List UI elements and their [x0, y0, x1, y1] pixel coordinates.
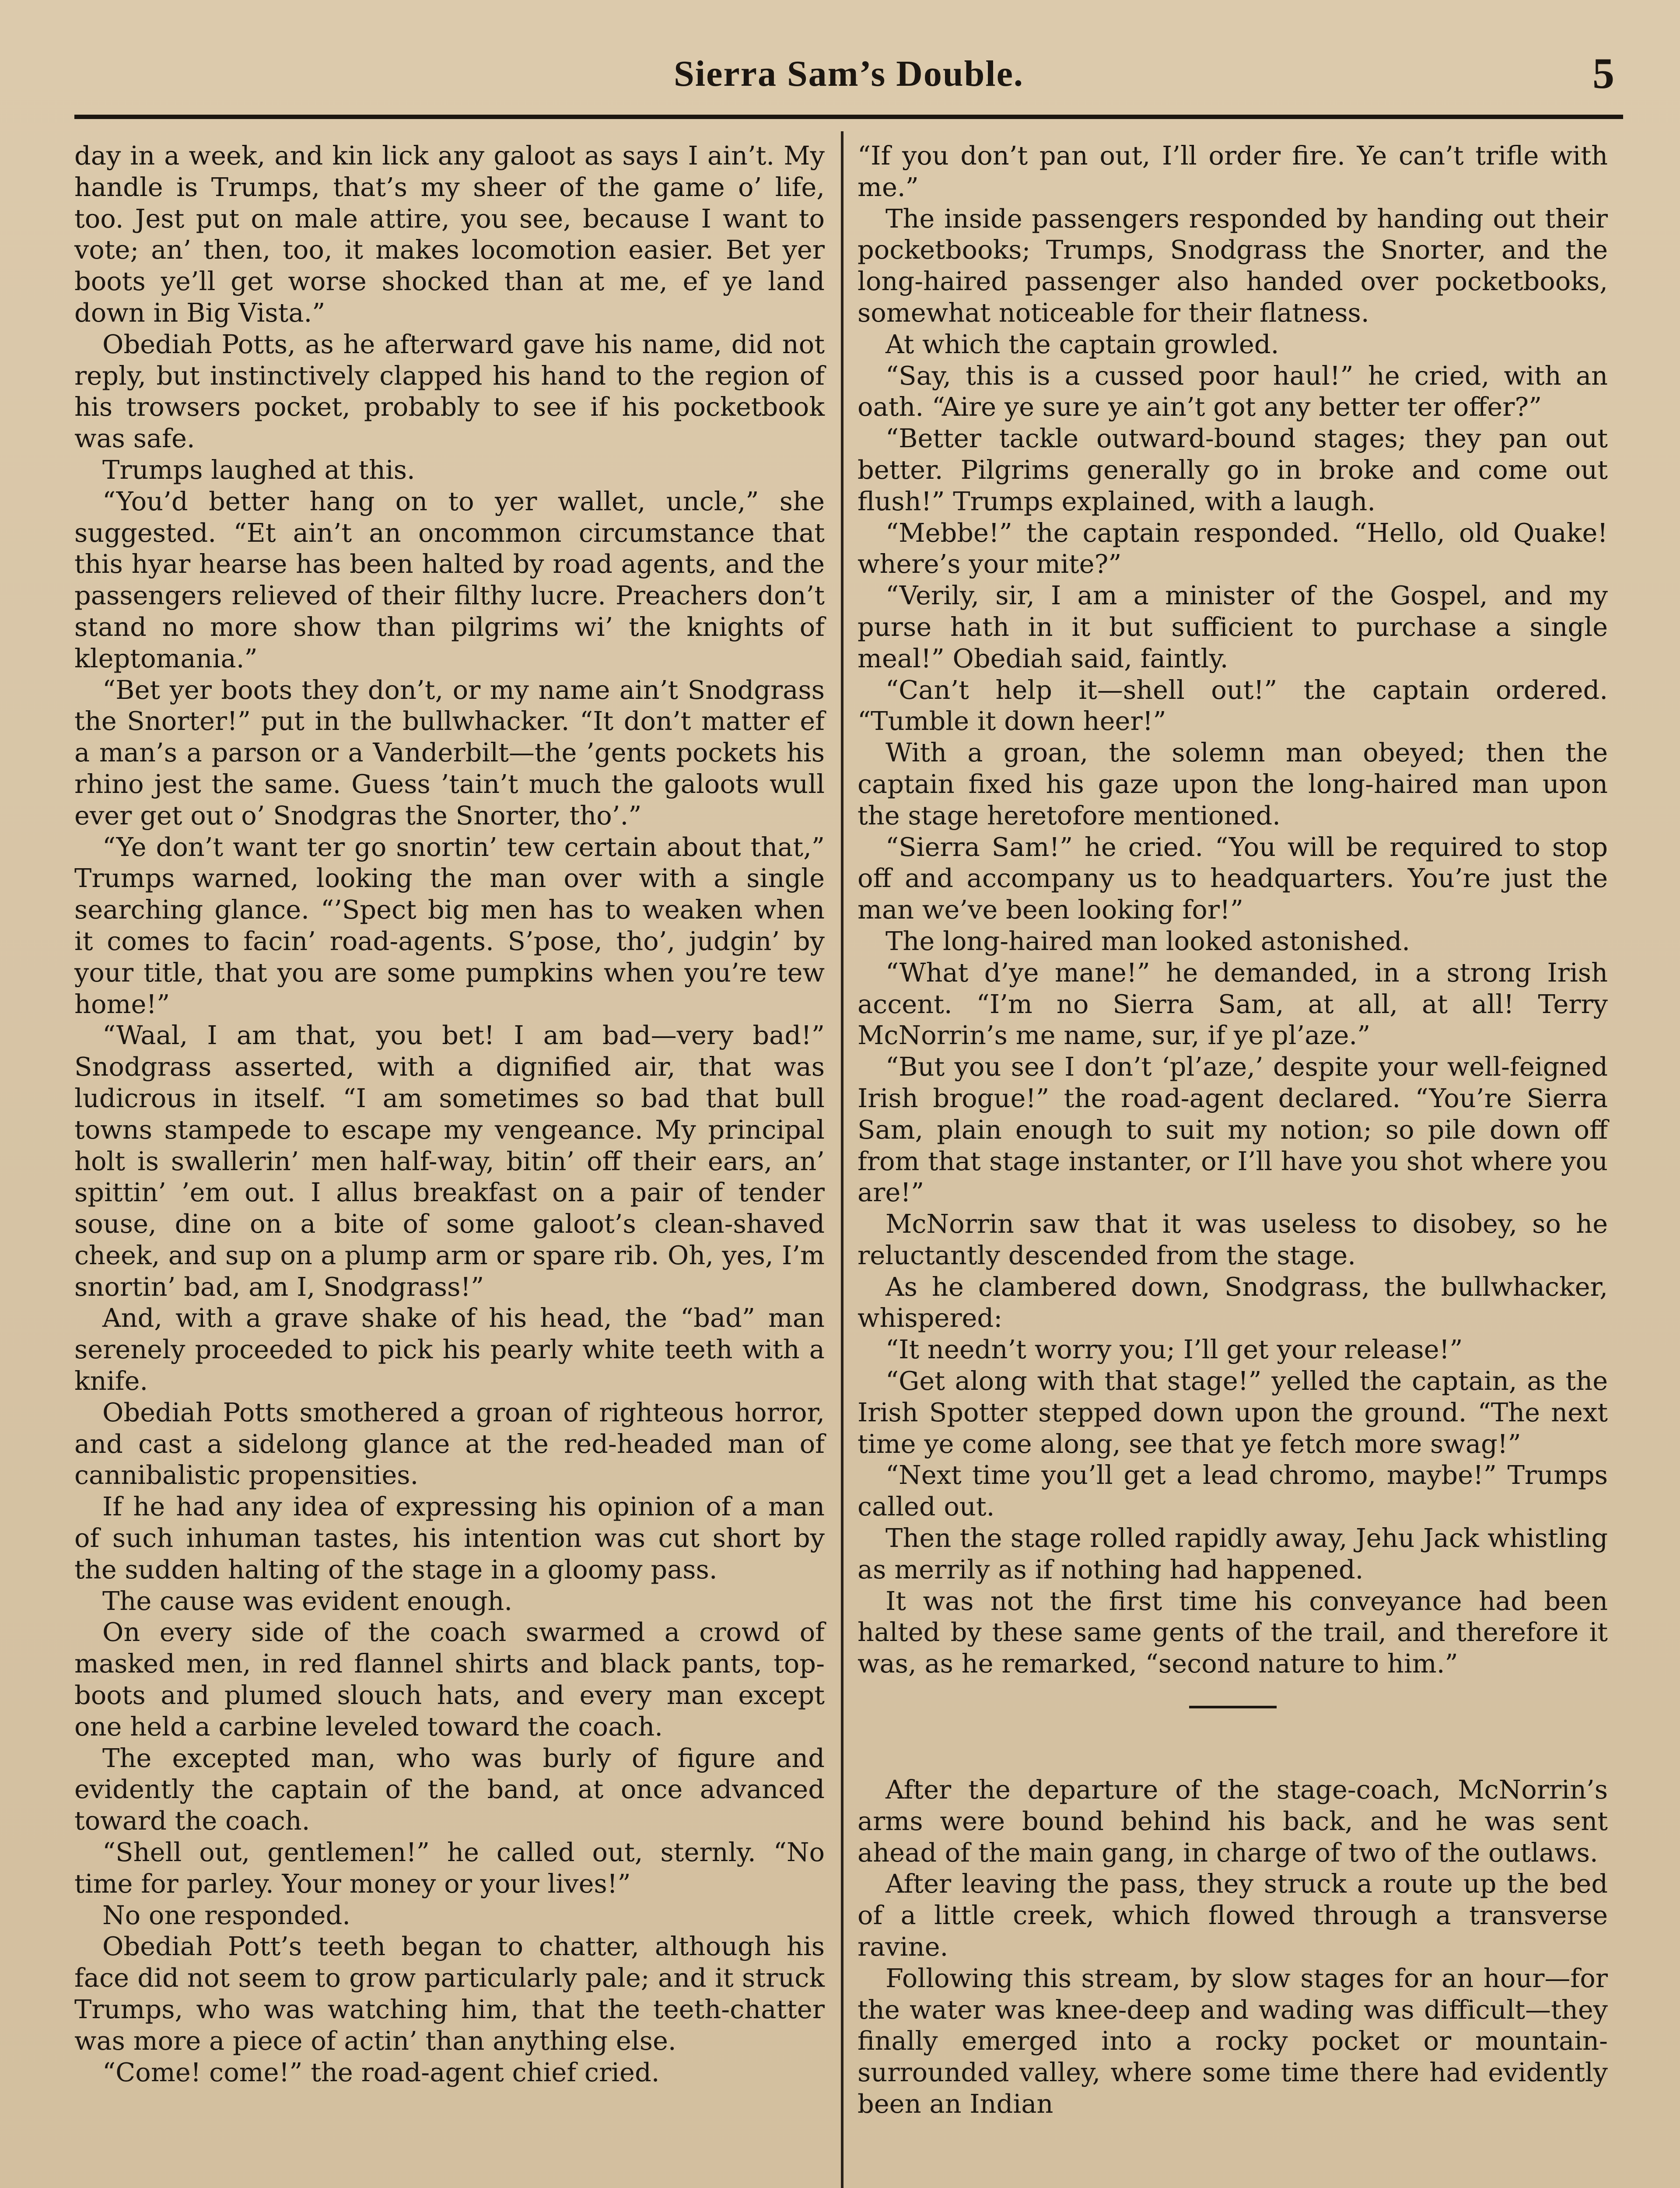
paragraph: No one responded. [102, 1900, 350, 1930]
paragraph: Obediah Pott’s teeth began to chatter, although his face did not seem to grow particularly pale; and it struck Trumps, who was watching him, that the teeth-chatter was more a piece of actin’ than anything else. [74, 1931, 825, 2056]
paragraph: After leaving the pass, they struck a route up the bed of a little creek, which flowed through a transverse ravine. [858, 1869, 1608, 1962]
header-rule [74, 115, 1623, 119]
paragraph: “Say, this is a cussed poor haul!” he cried, with an oath. “Aire ye sure ye ain’t got any better ter offer?” [858, 360, 1608, 422]
paragraph: Trumps laughed at this. [102, 454, 415, 485]
paragraph: As he clambered down, Snodgrass, the bullwhacker, whispered: [858, 1271, 1608, 1333]
paragraph: McNorrin saw that it was useless to disobey, so he reluctantly descended from the stage. [858, 1209, 1608, 1270]
paragraph: day in a week, and kin lick any galoot as says I ain’t. My handle is Trumps, that’s my sheer of the game o’ life, too. Jest put on male attire, you see, because I want to vote; an’ then, too, it makes locomotion easier. Bet yer boots ye’ll get worse shocked than at me, ef ye land down in Big Vista.” [74, 140, 825, 328]
paragraph: Obediah Potts smothered a groan of righteous horror, and cast a sidelong glance at the red-headed man of cannibalistic propensities. [74, 1397, 825, 1490]
paragraph: On every side of the coach swarmed a crowd of masked men, in red flannel shirts and black pants, top-boots and plumed slouch hats, and every man except one held a carbine leveled toward the coach. [74, 1617, 825, 1742]
paragraph: At which the captain growled. [886, 329, 1279, 359]
paragraph: “Can’t help it—shell out!” the captain ordered. “Tumble it down heer!” [858, 674, 1608, 736]
paragraph: The inside passengers responded by handing out their pocketbooks; Trumps, Snodgrass the Snorter, and the long-haired passenger also handed over pocketbooks, somewhat noticeable for their flatness. [858, 203, 1608, 328]
paragraph: “Verily, sir, I am a minister of the Gospel, and my purse hath in it but sufficient to purchase a single meal!” Obediah said, faintly. [858, 580, 1608, 673]
paragraph: Then the stage rolled rapidly away, Jehu Jack whistling as merrily as if nothing had happened. [858, 1523, 1608, 1585]
paragraph: “Sierra Sam!” he cried. “You will be required to stop off and accompany us to headquarters. You’re just the man we’ve been looking for!” [858, 831, 1608, 925]
paragraph: Following this stream, by slow stages for an hour—for the water was knee-deep and wading was difficult—they finally emerged into a rocky pocket or mountain-surrounded valley, where some time there had evidently been an Indian [858, 1963, 1608, 2119]
paragraph: “Mebbe!” the captain responded. “Hello, old Quake! where’s your mite?” [858, 517, 1608, 579]
left-column [74, 140, 825, 2188]
paragraph: “Waal, I am that, you bet! I am bad—very bad!” Snodgrass asserted, with a dignified air, that was ludicrous in itself. “I am sometimes so bad that bull towns stampede to escape my vengeance. My principal holt is swallerin’ men half-way, bitin’ off their ears, an’ spittin’ ’em out. I allus breakfast on a pair of tender souse, dine on a bite of some galoot’s clean-shaved cheek, and sup on a plump arm or spare rib. Oh, yes, I’m snortin’ bad, am I, Snodgrass!” [74, 1020, 825, 1302]
page-header [74, 44, 1623, 105]
paragraph: “But you see I don’t ‘pl’aze,’ despite your well-feigned Irish brogue!” the road-agent declared. “You’re Sierra Sam, plain enough to suit my notion; so pile down off from that stage instanter, or I’ll have you shot where you are!” [858, 1052, 1608, 1208]
paragraph: Obediah Potts, as he afterward gave his name, did not reply, but instinctively clapped his hand to the region of his trowsers pocket, probably to see if his pocketbook was safe. [74, 329, 825, 454]
section-break-rule [1189, 1706, 1277, 1708]
paragraph: “Next time you’ll get a lead chromo, maybe!” Trumps called out. [858, 1460, 1608, 1522]
paragraph: “It needn’t worry you; I’ll get your release!” [886, 1334, 1463, 1365]
running-title: Sierra Sam’s Double. [674, 53, 1024, 94]
paragraph: “Get along with that stage!” yelled the captain, as the Irish Spotter stepped down upon the ground. “The next time ye come along, see that ye fetch more swag!” [858, 1366, 1608, 1459]
paragraph: “Better tackle outward-bound stages; they pan out better. Pilgrims generally go in broke and come out flush!” Trumps explained, with a laugh. [858, 423, 1608, 516]
paragraph: “Come! come!” the road-agent chief cried. [102, 2057, 660, 2087]
paragraph: The cause was evident enough. [102, 1585, 513, 1616]
paragraph: The excepted man, who was burly of figure and evidently the captain of the band, at once advanced toward the coach. [74, 1743, 825, 1836]
paragraph: “Shell out, gentlemen!” he called out, sternly. “No time for parley. Your money or your lives!” [74, 1837, 825, 1899]
paragraph: “If you don’t pan out, I’ll order fire. Ye can’t trifle with me.” [858, 140, 1608, 202]
paragraph: “Bet yer boots they don’t, or my name ain’t Snodgrass the Snorter!” put in the bullwhacker. “It don’t matter ef a man’s a parson or a Vanderbilt—the ’gents pockets his rhino jest the same. Guess ’tain’t much the galoots wull ever get out o’ Snodgras the Snorter, tho’.” [74, 674, 825, 831]
paragraph: “Ye don’t want ter go snortin’ tew certain about that,” Trumps warned, looking the man over with a single searching glance. “’Spect big men has to weaken when it comes to facin’ road-agents. S’pose, tho’, judgin’ by your title, that you are some pumpkins when you’re tew home!” [74, 831, 825, 1019]
paragraph: If he had any idea of expressing his opinion of a man of such inhuman tastes, his intention was cut short by the sudden halting of the stage in a gloomy pass. [74, 1491, 825, 1585]
right-column [858, 140, 1608, 2188]
paragraph: The long-haired man looked astonished. [886, 926, 1410, 956]
paragraph: It was not the first time his conveyance had been halted by these same gents of the trail, and therefore it was, as he remarked, “second nature to him.” [858, 1585, 1608, 1679]
paragraph: With a groan, the solemn man obeyed; then the captain fixed his gaze upon the long-haired man upon the stage heretofore mentioned. [858, 737, 1608, 831]
paragraph: “What d’ye mane!” he demanded, in a strong Irish accent. “I’m no Sierra Sam, at all, at all! Terry McNorrin’s me name, sur, if ye pl’aze.” [858, 957, 1608, 1051]
paragraph: And, with a grave shake of his head, the “bad” man serenely proceeded to pick his pearly white teeth with a knife. [74, 1303, 825, 1396]
paragraph: “You’d better hang on to yer wallet, uncle,” she suggested. “Et ain’t an oncommon circumstance that this hyar hearse has been halted by road agents, and the passengers relieved of their filthy lucre. Preachers don’t stand no more show than pilgrims wi’ the knights of kleptomania.” [74, 486, 825, 673]
paragraph: After the departure of the stage-coach, McNorrin’s arms were bound behind his back, and he was sent ahead of the main gang, in charge of two of the outlaws. [858, 1774, 1608, 1868]
page-number: 5 [1592, 49, 1614, 98]
column-divider [841, 131, 844, 2188]
